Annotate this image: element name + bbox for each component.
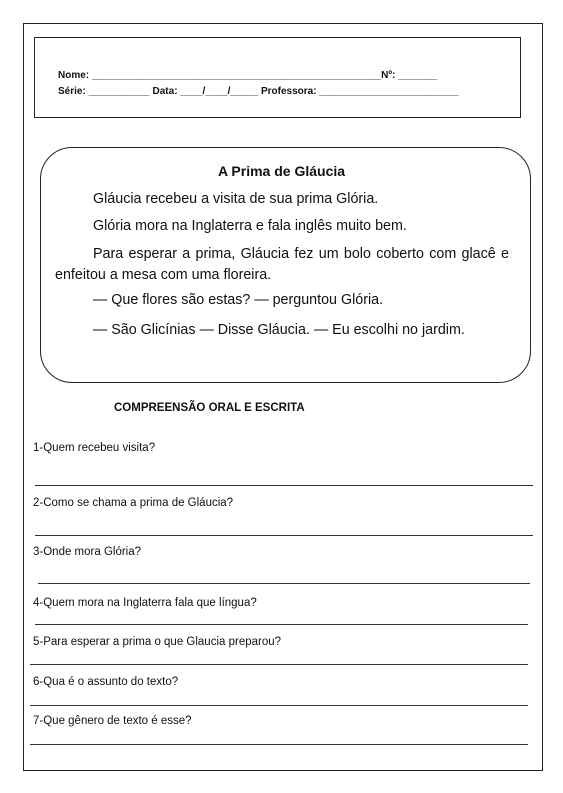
- answer-line-3[interactable]: [38, 583, 530, 584]
- question-4: 4-Quem mora na Inglaterra fala que língua?: [33, 597, 257, 609]
- story-paragraph: — Que flores são estas? — perguntou Glória.: [93, 292, 384, 308]
- answer-line-1[interactable]: [35, 485, 533, 486]
- question-2: 2-Como se chama a prima de Gláucia?: [33, 497, 234, 509]
- story-paragraph: Gláucia recebeu a visita de sua prima Glória.: [93, 191, 379, 207]
- question-6: 6-Qua é o assunto do texto?: [33, 676, 179, 688]
- answer-line-5[interactable]: [30, 664, 528, 665]
- question-7: 7-Que gênero de texto é esse?: [33, 715, 192, 727]
- story-title: A Prima de Gláucia: [217, 163, 346, 179]
- section-title: COMPREENSÃO ORAL E ESCRITA: [114, 402, 305, 414]
- question-5: 5-Para esperar a prima o que Glaucia preparou?: [33, 636, 282, 648]
- answer-line-6[interactable]: [30, 705, 528, 706]
- name-number-line: Nome: ____________________________________________________Nº: _______: [58, 70, 438, 81]
- question-1: 1-Quem recebeu visita?: [33, 442, 156, 454]
- story-paragraph: — São Glicínias — Disse Gláucia. — Eu escolhi no jardim.: [93, 322, 465, 338]
- story-paragraph: Para esperar a prima, Gláucia fez um bolo coberto com glacê e enfeitou a mesa com uma floreira.: [55, 246, 509, 283]
- answer-line-4[interactable]: [35, 624, 528, 625]
- answer-line-2[interactable]: [35, 535, 533, 536]
- story-paragraph: Glória mora na Inglaterra e fala inglês muito bem.: [93, 218, 407, 234]
- question-3: 3-Onde mora Glória?: [33, 546, 142, 558]
- page-border: [23, 23, 543, 771]
- grade-date-teacher-line: Série: ___________ Data: ____/____/_____ Professora: _________________________: [58, 86, 459, 97]
- answer-line-7[interactable]: [30, 744, 528, 745]
